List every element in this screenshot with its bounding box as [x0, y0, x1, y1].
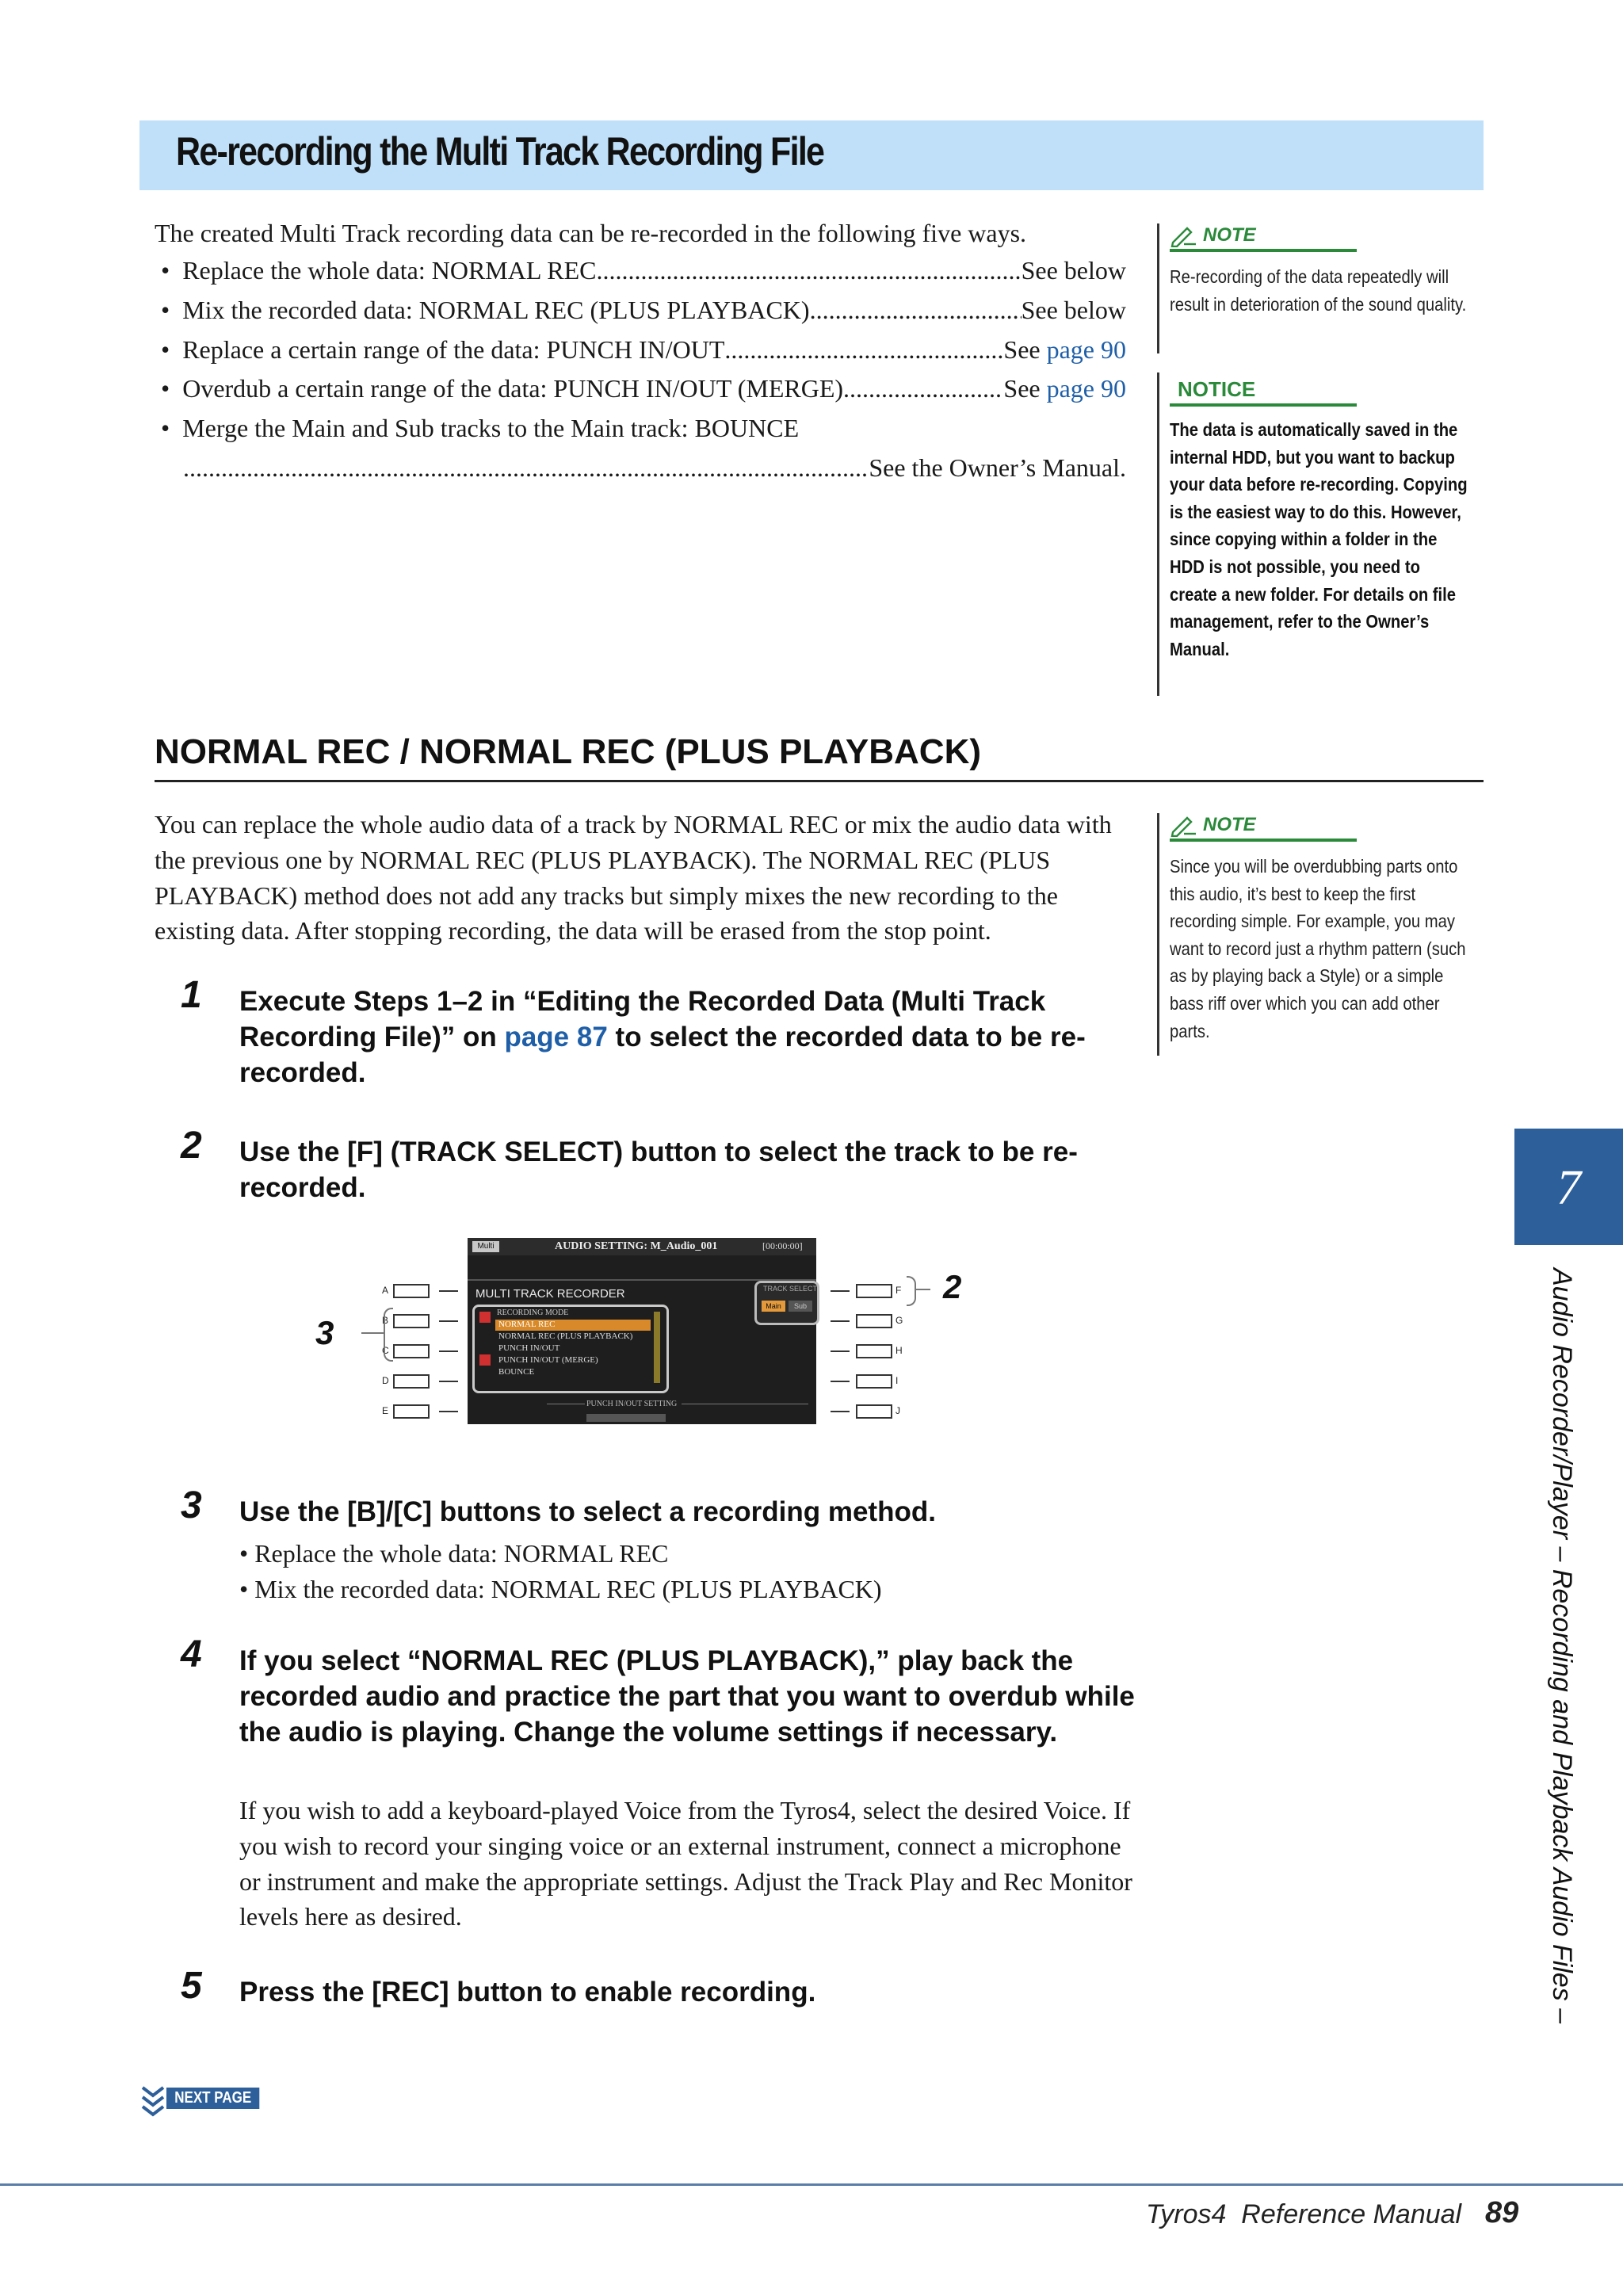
- note-text: Since you will be overdubbing parts onto this audio, it’s best to keep the first recording simple. For example, you may want to record just a rhythm pattern (such as by playing back a Style) or a simple bass riff over which you can add other parts.: [1170, 856, 1466, 1041]
- list-item-label: Overdub a certain range of the data: PUNCH IN/OUT (MERGE): [182, 374, 844, 403]
- button-e[interactable]: [393, 1404, 430, 1419]
- chapter-side-title: [1537, 1268, 1601, 2045]
- notice-rule: [1170, 403, 1357, 407]
- see-ref: See: [1003, 374, 1047, 403]
- button-label: B: [382, 1315, 389, 1326]
- track-sub-button[interactable]: Sub: [789, 1301, 812, 1312]
- track-main-button[interactable]: Main: [762, 1301, 785, 1312]
- list-item: • Mix the recorded data: NORMAL REC (PLUS PLAYBACK) ..... See below: [161, 296, 1126, 325]
- lcd-screen: [468, 1238, 816, 1424]
- footer-manual-name: Tyros4 Reference Manual: [1146, 2199, 1462, 2229]
- step-5-text: Press the [REC] button to enable recording.: [239, 1977, 816, 2008]
- chapter-title: Audio Recorder/Player – Recording and Playback Audio Files –: [1547, 1268, 1577, 2024]
- step-3-bullet: • Mix the recorded data: NORMAL REC (PLUS PLAYBACK): [239, 1575, 882, 1603]
- see-ref: See the Owner’s Manual.: [869, 453, 1126, 482]
- button-label: A: [382, 1285, 389, 1296]
- mode-option[interactable]: NORMAL REC (PLUS PLAYBACK): [498, 1331, 633, 1341]
- screen-header: [468, 1238, 816, 1255]
- note-box: [1170, 813, 1510, 1045]
- note-bar: [1157, 223, 1159, 353]
- track-select-box[interactable]: [754, 1281, 819, 1325]
- chapter-tab: [1514, 1129, 1623, 1245]
- screen-header-title: AUDIO SETTING: M_Audio_001: [555, 1240, 718, 1252]
- notice-heading: NOTICE: [1178, 377, 1256, 401]
- next-page-label: NEXT PAGE: [166, 2088, 259, 2109]
- step-4-body: If you wish to add a keyboard-played Voice from the Tyros4, select the desired Voice. If you wish to record your singing voice or an external instrument, connect a microphone or instrument and make the appropriate settings. Adjust the Track Play and Rec Monitor levels here as desired.: [239, 1796, 1132, 1931]
- chevron-down-icon: [141, 2086, 165, 2118]
- up-arrow-icon[interactable]: [479, 1312, 491, 1323]
- screen-time: [00:00:00]: [762, 1240, 803, 1251]
- button-h[interactable]: [856, 1344, 892, 1358]
- note-rule: [1170, 249, 1357, 252]
- button-label: G: [896, 1315, 903, 1326]
- button-a[interactable]: [393, 1284, 430, 1298]
- note-box: [1170, 223, 1510, 318]
- section-rule: [155, 780, 1484, 782]
- note-bar: [1157, 813, 1159, 1056]
- callout-number: 2: [943, 1268, 962, 1305]
- step-3-text: Use the [B]/[C] buttons to select a recording method.: [239, 1496, 936, 1527]
- see-ref: See: [1003, 334, 1047, 364]
- punch-setting-label: PUNCH IN/OUT SETTING: [586, 1400, 678, 1408]
- list-item: • Overdub a certain range of the data: PUNCH IN/OUT (MERGE) ..... See page 90: [161, 374, 1126, 403]
- button-f[interactable]: [856, 1284, 892, 1298]
- button-i[interactable]: [856, 1374, 892, 1389]
- step-number: 5: [181, 1965, 202, 2007]
- mode-tag: Multi: [472, 1241, 499, 1252]
- mode-option[interactable]: PUNCH IN/OUT (MERGE): [498, 1355, 598, 1365]
- list-item: • Merge the Main and Sub tracks to the Main track: BOUNCE: [161, 414, 800, 443]
- step-number: 1: [181, 974, 202, 1016]
- down-arrow-icon[interactable]: [479, 1354, 491, 1366]
- button-j[interactable]: [856, 1404, 892, 1419]
- button-g[interactable]: [856, 1314, 892, 1328]
- mode-option[interactable]: BOUNCE: [498, 1367, 535, 1377]
- step-3-bullet: • Replace the whole data: NORMAL REC: [239, 1539, 669, 1568]
- see-ref: See below: [1021, 295, 1126, 324]
- note-heading: NOTE: [1203, 814, 1256, 835]
- button-label: H: [896, 1345, 903, 1356]
- page-90-link[interactable]: page 90: [1046, 334, 1126, 364]
- recorder-title: MULTI TRACK RECORDER: [475, 1287, 625, 1301]
- step-1-text: Execute Steps 1–2 in “Editing the Recorded Data (Multi Track Recording File)” on page 87 to select the recorded data to be re-recorded.: [239, 986, 1086, 1088]
- list-item-label: Replace the whole data: NORMAL REC: [182, 256, 597, 285]
- chapter-number: 7: [1556, 1161, 1581, 1215]
- intro-list: [161, 256, 1126, 483]
- section-heading: NORMAL REC / NORMAL REC (PLUS PLAYBACK): [155, 732, 982, 771]
- button-label: F: [896, 1285, 902, 1296]
- list-item: • Replace a certain range of the data: PUNCH IN/OUT ..... See page 90: [161, 335, 1126, 365]
- button-b[interactable]: [393, 1314, 430, 1328]
- screen-figure: [315, 1228, 975, 1435]
- see-ref: See below: [1021, 256, 1126, 285]
- section-title-band: [139, 120, 1484, 190]
- button-label: I: [896, 1375, 899, 1386]
- button-c[interactable]: [393, 1344, 430, 1358]
- list-item-continuation: [161, 453, 1126, 483]
- step-number: 3: [181, 1484, 202, 1526]
- button-d[interactable]: [393, 1374, 430, 1389]
- page-87-link[interactable]: page 87: [504, 1021, 608, 1052]
- track-select-label: TRACK SELECT: [763, 1285, 818, 1293]
- list-item-label: Mix the recorded data: NORMAL REC (PLUS PLAYBACK): [182, 295, 810, 324]
- button-label: C: [382, 1345, 389, 1356]
- recording-mode-label: RECORDING MODE: [497, 1308, 569, 1317]
- page-number: 89: [1485, 2196, 1519, 2229]
- pencil-icon: [1170, 813, 1198, 837]
- list-item-label: Replace a certain range of the data: PUNCH IN/OUT: [182, 334, 725, 364]
- mode-option[interactable]: NORMAL REC: [498, 1320, 556, 1329]
- callout-number: 3: [315, 1314, 334, 1351]
- step-4-text: If you select “NORMAL REC (PLUS PLAYBACK),” play back the recorded audio and practice the part that you want to overdub while the audio is playing. Change the volume settings if necessary.: [239, 1645, 1135, 1748]
- recording-mode-box: [472, 1305, 669, 1393]
- notice-bar: [1157, 372, 1159, 696]
- list-item: • Replace the whole data: NORMAL REC ..... See below: [161, 256, 1126, 285]
- notice-box: [1170, 377, 1510, 663]
- list-item-label: Merge the Main and Sub tracks to the Main track: BOUNCE: [182, 414, 800, 443]
- button-label: E: [382, 1405, 389, 1416]
- scrollbar[interactable]: [654, 1312, 660, 1383]
- page-90-link[interactable]: page 90: [1046, 374, 1126, 403]
- note-rule: [1170, 839, 1357, 842]
- callout-bracket: [384, 1308, 393, 1362]
- footer-rule: [0, 2183, 1623, 2186]
- callout-bracket: [907, 1276, 916, 1306]
- section-paragraph: You can replace the whole audio data of a track by NORMAL REC or mix the audio data with the previous one by NORMAL REC (PLUS PLAYBACK). The NORMAL REC (PLUS PLAYBACK) method does not add any tracks but simply mixes the new recording to the existing data. After stopping recording, the data will be erased from the stop point.: [155, 810, 1112, 946]
- step-2-text: Use the [F] (TRACK SELECT) button to select the track to be re-recorded.: [239, 1137, 1078, 1203]
- page-title: Re-recording the Multi Track Recording File: [176, 129, 824, 174]
- note-text: Re-recording of the data repeatedly will result in deterioration of the sound quality.: [1170, 266, 1467, 315]
- note-heading: NOTE: [1203, 224, 1256, 246]
- intro-lead: The created Multi Track recording data can be re-recorded in the following five ways.: [155, 219, 1027, 247]
- mode-option[interactable]: PUNCH IN/OUT: [498, 1343, 560, 1353]
- button-label: D: [382, 1375, 389, 1386]
- button-label: J: [896, 1405, 900, 1416]
- step-number: 4: [181, 1633, 202, 1675]
- pencil-icon: [1170, 223, 1198, 247]
- notice-text: The data is automatically saved in the internal HDD, but you want to backup your data before re-recording. Copying is the easiest way to do this. However, since copying within a folder in the HDD is not possible, you need to create a new folder. For details on file management, refer to the Owner’s Manual.: [1170, 419, 1468, 659]
- step-number: 2: [181, 1125, 202, 1167]
